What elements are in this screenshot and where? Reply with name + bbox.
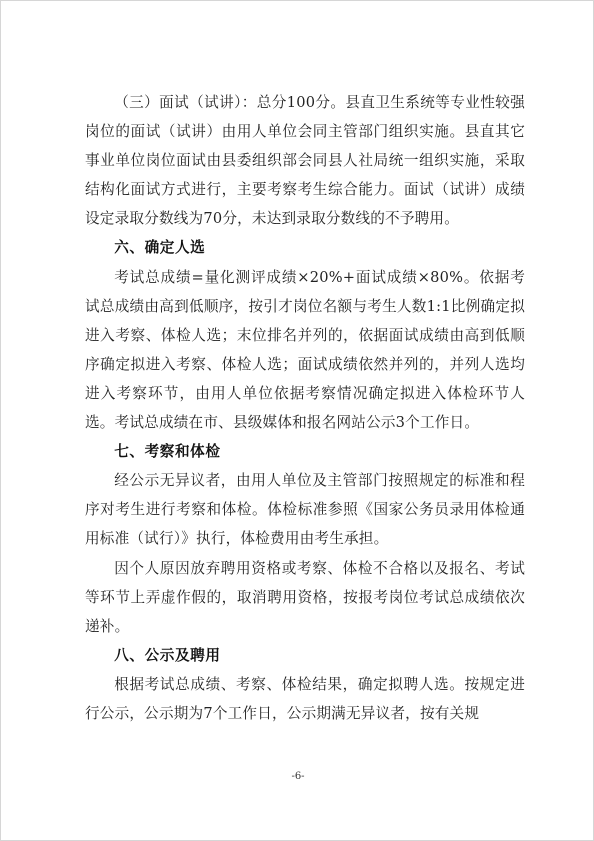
paragraph-total-score: 考试总成绩=量化测评成绩×20%+面试成绩×80%。依据考试总成绩由高到低顺序，按引才岗位名额与考生人数1:1比例确定拟进入考察、体检人选；末位排名并列的，依据面试成绩由高到低顺序确定拟进入考察、体检人选；面试成绩依然并列的，并列人选均进入考察环节，由用人单位依据考察情况确定拟进入体检环节人选。考试总成绩在市、县级媒体和报名网站公示3个工作日。 [85, 268, 525, 432]
document-body [85, 88, 525, 728]
section-heading-inspection-and-exam: 七、考察和体检 [114, 443, 221, 461]
paragraph-inspection: 经公示无异议者，由用人单位及主管部门按照规定的标准和程序对考生进行考察和体检。体检标准参照《国家公务员录用体检通用标准（试行）》执行，体检费用由考生承担。 [85, 472, 525, 548]
section-heading-publicity-and-hiring: 八、公示及聘用 [114, 646, 221, 664]
paragraph-publicity: 根据考试总成绩、考察、体检结果，确定拟聘人选。按规定进行公示，公示期为7个工作日，公示期满无异议者，按有关规 [85, 675, 525, 722]
paragraph-disqualification: 因个人原因放弃聘用资格或考察、体检不合格以及报名、考试等环节上弄虚作假的，取消聘用资格，按报考岗位考试总成绩依次递补。 [85, 559, 525, 635]
paragraph-interview: （三）面试（试讲）：总分100分。县直卫生系统等专业性较强岗位的面试（试讲）由用人单位会同主管部门组织实施。县直其它事业单位岗位面试由县委组织部会同县人社局统一组织实施，采取结构化面试方式进行，主要考察考生综合能力。面试（试讲）成绩设定录取分数线为70分，未达到录取分数线的不予聘用。 [85, 94, 525, 228]
section-heading-determine-candidates: 六、确定人选 [114, 239, 206, 257]
page-number: -6- [291, 771, 305, 782]
